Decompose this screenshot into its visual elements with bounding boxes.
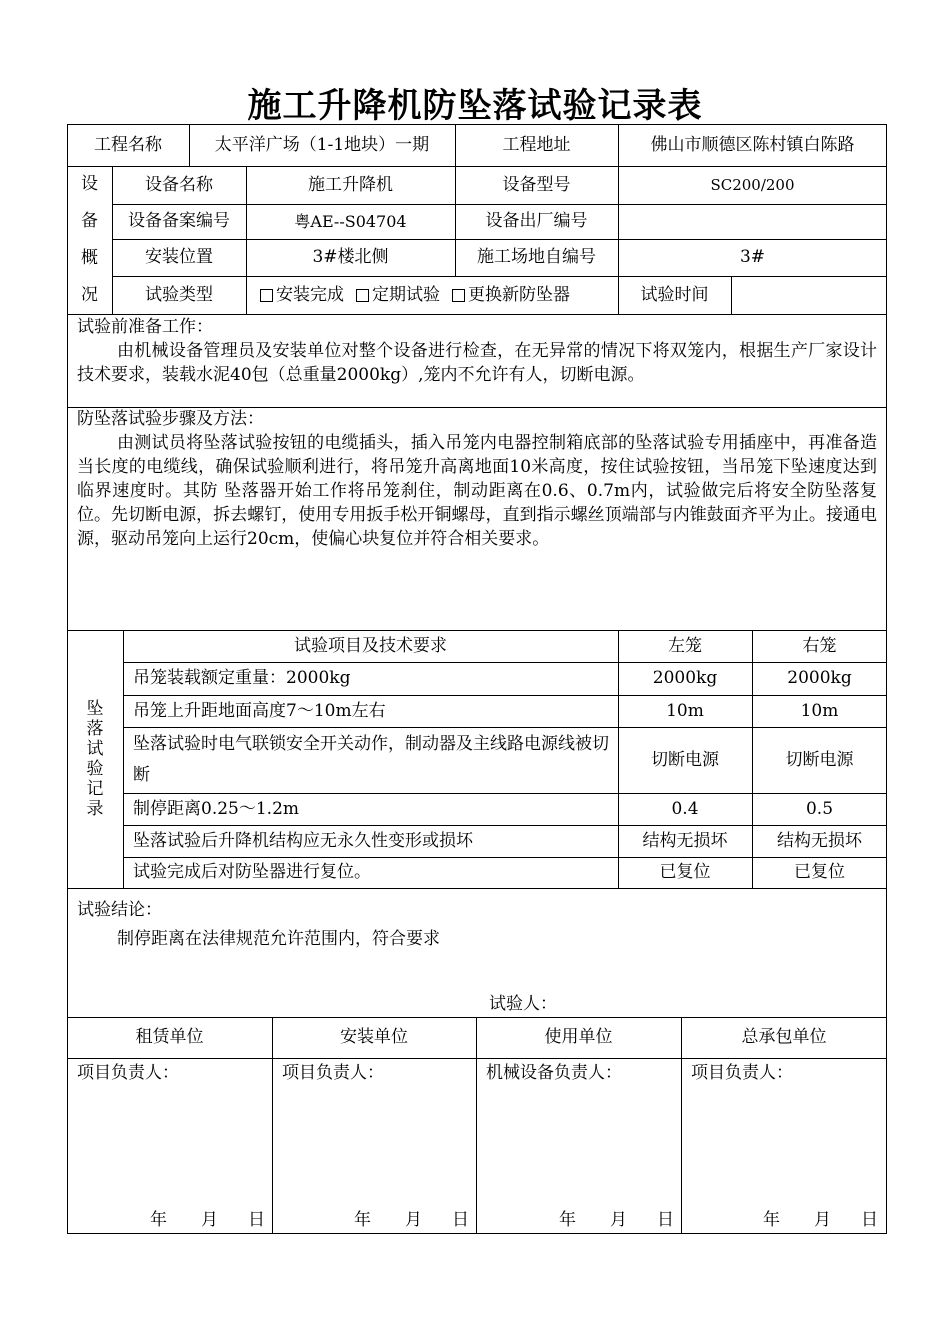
device-name-label: 设备名称 — [145, 174, 213, 195]
site-no-label: 施工场地自编号 — [477, 247, 596, 268]
table-row-right: 0.5 — [805, 798, 834, 819]
site-no-value: 3# — [739, 247, 766, 268]
signature-unit: 使用单位 — [544, 1027, 613, 1048]
table-row-item: 坠落试验时电气联锁安全开关动作，制动器及主线路电源线被切断 — [133, 734, 609, 785]
signature-date: 年 月 日 — [150, 1210, 265, 1230]
project-name-label: 工程名称 — [94, 134, 162, 155]
signature-role: 项目负责人： — [282, 1063, 384, 1083]
equipment-section-label: 设 备 概 况 — [81, 174, 98, 305]
preparation-text: 由机械设备管理员及安装单位对整个设备进行检查，在无异常的情况下将双笼内，根据生产厂家设计技术要求，装载水泥40包（总重量2000kg）,笼内不允许有人，切断电源。 — [77, 341, 877, 385]
table-row-left: 2000kg — [652, 668, 718, 689]
table-row-item: 吊笼装载额定重量：2000kg — [133, 668, 351, 689]
preparation-heading: 试验前准备工作： — [77, 317, 213, 337]
table-row-right: 已复位 — [794, 862, 845, 883]
checkbox-install-complete[interactable] — [260, 289, 273, 302]
test-type-options: 安装完成 定期试验 更换新防坠器 — [246, 276, 618, 314]
signature-role: 项目负责人： — [691, 1063, 793, 1083]
location-label: 安装位置 — [145, 247, 213, 268]
record-no-value: 粤AE--S04704 — [294, 211, 407, 231]
table-row-right: 2000kg — [787, 668, 852, 689]
record-header-right: 右笼 — [802, 635, 837, 656]
table-row-item: 试验完成后对防坠器进行复位。 — [133, 862, 371, 883]
signature-unit: 租赁单位 — [135, 1027, 204, 1048]
device-name-value: 施工升降机 — [308, 174, 393, 195]
checkbox-replace-device[interactable] — [452, 289, 465, 302]
project-name-value: 太平洋广场（1-1地块）一期 — [214, 134, 430, 155]
signature-date: 年 月 日 — [559, 1210, 674, 1230]
factory-no-value — [618, 204, 887, 239]
table-row-item: 吊笼上升距地面高度7～10m左右 — [133, 700, 386, 721]
record-no-label: 设备备案编号 — [128, 211, 230, 232]
conclusion-heading: 试验结论： — [77, 900, 162, 920]
signature-role: 机械设备负责人： — [486, 1063, 622, 1083]
conclusion-text: 制停距离在法律规范允许范围内，符合要求 — [117, 929, 440, 949]
table-row-left: 0.4 — [671, 798, 699, 819]
table-row-left: 切断电源 — [651, 749, 719, 770]
signature-date: 年 月 日 — [763, 1210, 878, 1230]
record-header-item: 试验项目及技术要求 — [294, 635, 447, 656]
table-row-item: 坠落试验后升降机结构应无永久性变形或损坏 — [133, 830, 473, 851]
test-time-label: 试验时间 — [640, 284, 709, 305]
tester-label: 试验人： — [489, 994, 557, 1014]
table-row-left: 10m — [666, 700, 704, 721]
table-row-left: 结构无损坏 — [642, 830, 728, 851]
project-address-label: 工程地址 — [502, 134, 571, 155]
procedure-heading: 防坠落试验步骤及方法： — [77, 409, 264, 429]
factory-no-label: 设备出厂编号 — [485, 211, 588, 232]
table-row-right: 结构无损坏 — [777, 830, 862, 851]
test-type-label: 试验类型 — [145, 284, 213, 305]
model-label: 设备型号 — [502, 174, 571, 195]
signature-unit: 安装单位 — [340, 1027, 408, 1048]
signature-date: 年 月 日 — [354, 1210, 469, 1230]
procedure-text: 由测试员将坠落试验按钮的电缆插头，插入吊笼内电器控制箱底部的坠落试验专用插座中，再准备造当长度的电缆线，确保试验顺利进行，将吊笼升高离地面10米高度，按住试验按钮，当吊笼下坠速度达到临界速度时。其防 坠落器开始工作将吊笼刹住，制动距离在0.6、0.7m内，试验做完后将安全防坠落复位。先切断电源，拆去螺钉，使用专用扳手松开铜螺母，直到指示螺丝顶端部与内锥鼓面齐平为止。接通电源，驱动吊笼向上运行20cm，使偏心块复位并符合相关要求。 — [77, 433, 877, 549]
table-row-item: 制停距离0.25～1.2m — [133, 798, 300, 819]
project-address-value: 佛山市顺德区陈村镇白陈路 — [650, 134, 855, 155]
record-header-left: 左笼 — [668, 635, 702, 656]
signature-unit: 总承包单位 — [741, 1027, 827, 1048]
checkbox-periodic-test[interactable] — [356, 289, 369, 302]
model-value: SC200/200 — [710, 176, 795, 194]
signature-role: 项目负责人： — [77, 1063, 179, 1083]
test-time-value — [731, 276, 887, 314]
table-row-left: 已复位 — [659, 862, 711, 883]
page-title: 施工升降机防坠落试验记录表 — [247, 86, 703, 126]
location-value: 3#楼北侧 — [312, 247, 389, 268]
table-row-right: 切断电源 — [785, 749, 854, 770]
record-section-label: 坠 落 试 验 记 录 — [86, 699, 104, 819]
table-row-right: 10m — [800, 700, 839, 721]
